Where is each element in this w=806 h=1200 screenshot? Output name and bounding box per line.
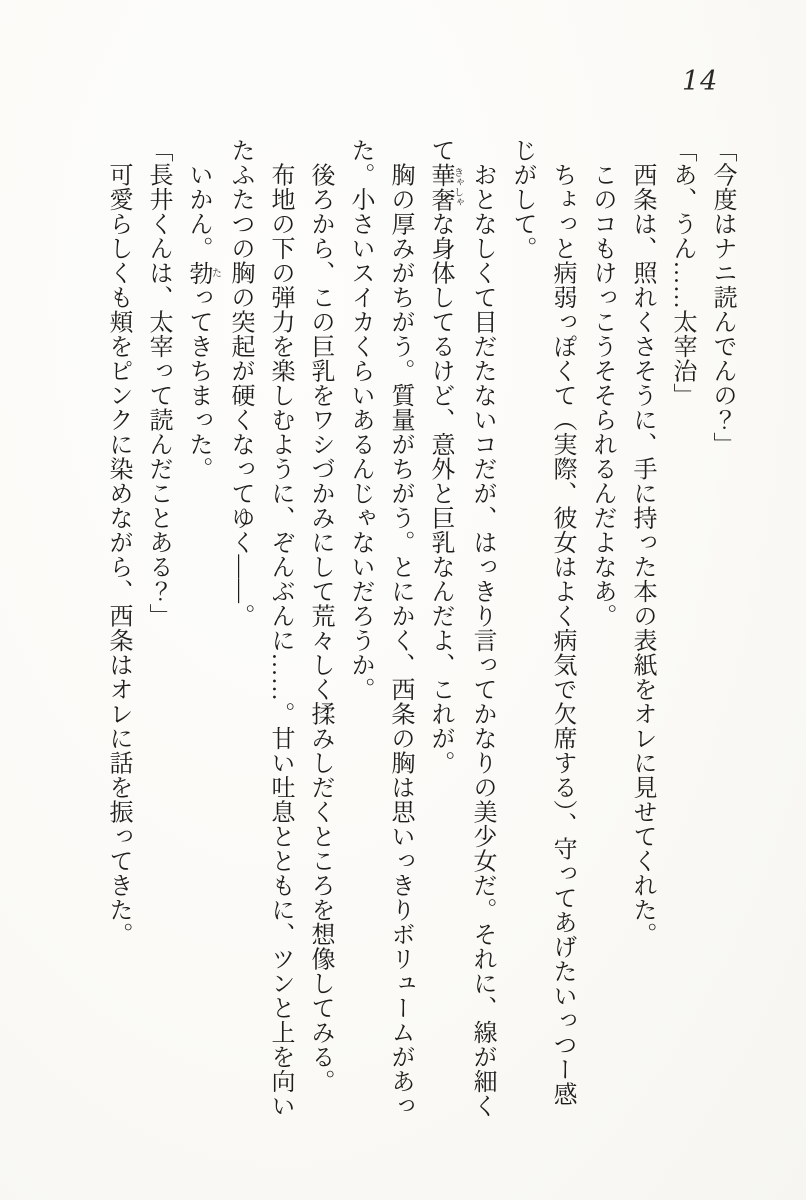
text-line: 「あ、うん……太宰治」 [669, 138, 695, 408]
ruby-text: きゃしゃ [451, 162, 463, 212]
ruby-base: 華奢 [427, 162, 453, 212]
text-line: 胸の厚みがちがう。質量がちがう。とにかく、西条の胸は思いっきりボリュームがあっ [387, 138, 413, 1118]
text-line: じがして。 [509, 138, 535, 261]
text-line: たふたつの胸の突起が硬くなってゆく——。 [227, 138, 253, 628]
text-segment: いかん。 [185, 138, 211, 261]
body-text [98, 138, 742, 1130]
text-segment: な身体してるけど、意外と巨乳なんだよ、これが。 [427, 211, 453, 775]
text-line [178, 138, 220, 1130]
text-line: ちょっと病弱っぽくて（実際、彼女はよく病気で欠席する）、守ってあげたいっつー感 [549, 138, 575, 1106]
text-line: 可愛らしくも頬をピンクに染めながら、西条はオレに話を振ってきた。 [105, 138, 131, 947]
text-line [420, 138, 462, 1130]
text-line: 「今度はナニ読んでんの？」 [709, 138, 735, 457]
text-segment: ってきちまった。 [185, 285, 211, 481]
text-line: 「長井くんは、太宰って読んだことある？」 [145, 138, 171, 628]
text-line: このコもけっこうそそられるんだよなあ。 [589, 138, 615, 628]
ruby-base: 勃 [185, 260, 211, 285]
ruby-text: た [209, 260, 221, 285]
text-line: 西条は、照れくさそうに、手に持った本の表紙をオレに見せてくれた。 [629, 138, 655, 947]
ruby-annotation [427, 162, 463, 212]
text-line: 後ろから、この巨乳をワシづかみにして荒々しく揉みしだくところを想像してみる。 [307, 138, 333, 1094]
text-line: 布地の下の弾力を楽しむように、ぞんぶんに……。甘い吐息とともに、ツンと上を向い [267, 138, 293, 1118]
page-number: 14 [682, 66, 719, 97]
text-line: た。小さいスイカくらいあるんじゃないだろうか。 [347, 138, 373, 702]
text-segment: て [427, 138, 453, 163]
ruby-annotation [185, 260, 221, 286]
text-line: おとなしくて目だたないコだが、はっきり言ってかなりの美少女だ。それに、線が細く [469, 138, 495, 1118]
